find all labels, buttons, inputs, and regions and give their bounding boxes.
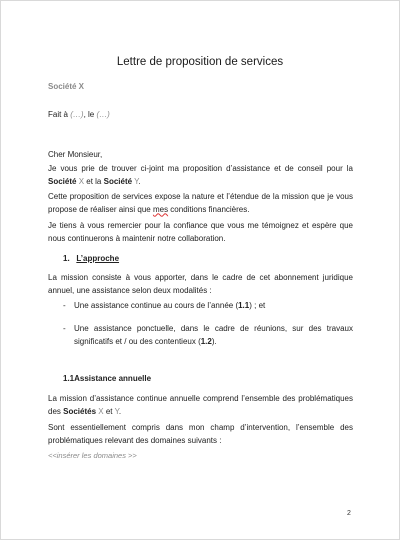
place-placeholder: (…): [70, 110, 84, 119]
subsection-number: 1.1: [63, 374, 75, 383]
page-number: 2: [347, 510, 351, 517]
list-item-text: [74, 300, 353, 313]
b2-text: Une assistance ponctuelle, dans le cadre de réunions, sur des travaux significatifs et / ou des contentieux (: [74, 324, 353, 346]
list-item: [63, 300, 353, 313]
p1-text: Je vous prie de trouver ci-joint ma proposition d’assistance et de conseil pour la: [48, 164, 353, 173]
p5-end: .: [118, 406, 122, 416]
paragraph-scope: Sont essentiellement compris dans mon champ d’intervention, l’ensemble des problématiques relevant des domaines suivants :: [48, 423, 353, 445]
section-number: 1.: [63, 254, 70, 263]
date-prefix: , le: [83, 110, 97, 119]
list-item: [63, 323, 353, 348]
p2-text-before: Cette proposition de services expose la nature et l’étendue de la mission que je vous propose de réaliser ainsi que: [48, 192, 353, 214]
paragraph-annual: [48, 393, 353, 418]
bullet-dash: -: [63, 301, 66, 310]
p1-end: .: [138, 176, 141, 186]
section-label: L’approche: [76, 254, 120, 263]
b1-end: ) ; et: [249, 301, 266, 310]
p5-societes: Sociétés: [63, 406, 97, 416]
p1-societe-2: Société: [103, 176, 133, 186]
p2-spellcheck-word: mes: [152, 204, 169, 214]
insert-domains-placeholder: <<insérer les domaines >>: [48, 451, 137, 460]
p1-et-la: et la: [84, 176, 104, 186]
b2-ref: 1.2: [200, 336, 212, 346]
paragraph-proposal: [48, 191, 353, 216]
b2-end: ).: [211, 336, 217, 346]
p5-x: X: [96, 406, 104, 416]
paragraph-mission: La mission consiste à vous apporter, dans le cadre de cet abonnement juridique annuel, une assistance selon deux modalités :: [48, 273, 353, 295]
document-title: Lettre de proposition de services: [116, 56, 284, 68]
p5-text: La mission d’assistance continue annuelle comprend l’ensemble des problématiques des: [48, 394, 353, 416]
place-prefix: Fait à: [48, 110, 71, 119]
place-date-line: [48, 110, 110, 119]
section-heading-annual: [63, 374, 151, 383]
p1-societe-1: Société: [48, 176, 77, 186]
b1-text: Une assistance continue au cours de l’année (: [74, 301, 239, 310]
date-placeholder: (…): [96, 110, 110, 119]
section-heading-approach: [63, 254, 119, 263]
p5-et: et: [103, 406, 115, 416]
bullet-dash: -: [63, 324, 66, 333]
b1-ref: 1.1: [238, 301, 250, 310]
paragraph-thanks: Je tiens à vous remercier pour la confiance que vous me témoignez et espère que nous continuerons à maintenir notre collaboration.: [48, 221, 353, 243]
paragraph-intro: [48, 163, 353, 188]
p1-y: Y: [132, 176, 139, 186]
company-name: Société X: [48, 82, 85, 91]
subsection-label: Assistance annuelle: [74, 374, 152, 383]
list-item-text: [74, 323, 353, 348]
greeting: Cher Monsieur,: [48, 150, 103, 159]
p2-text-after: conditions financières.: [168, 204, 250, 214]
p5-y: Y: [114, 406, 119, 416]
p1-x: X: [76, 176, 85, 186]
